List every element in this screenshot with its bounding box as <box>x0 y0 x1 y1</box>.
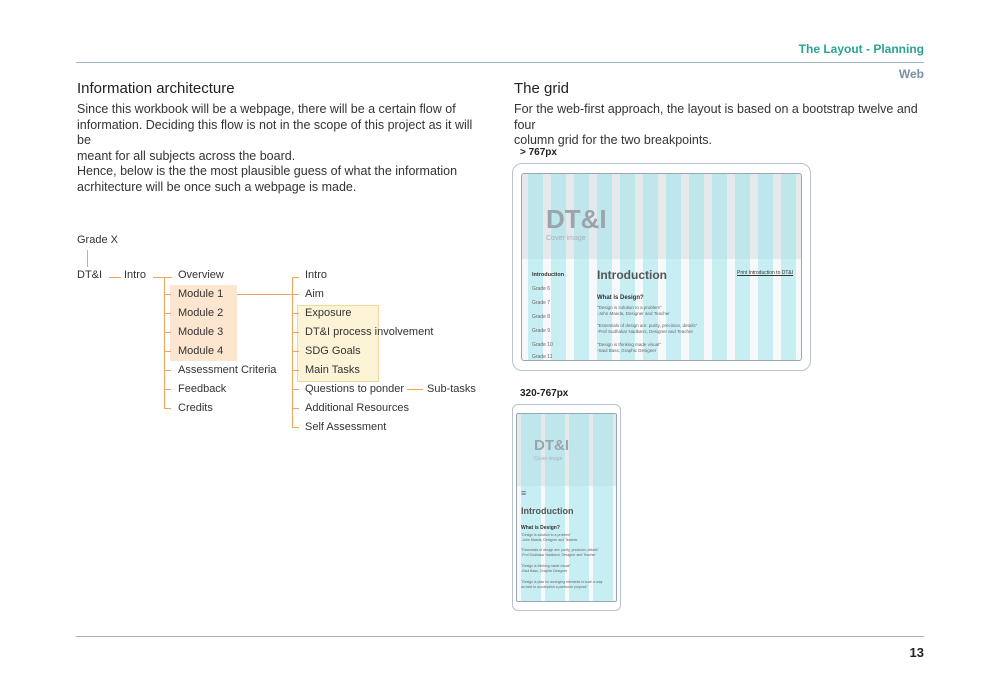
desktop-content-line: -John Maeda, Designer and Teacher <box>597 311 670 316</box>
mobile-page-title: Introduction <box>521 506 574 516</box>
ia-node-l3: Exposure <box>305 307 352 319</box>
ia-node-l2: Feedback <box>178 383 227 395</box>
connector <box>164 370 171 371</box>
grid-para-line: column grid for the two breakpoints. <box>514 133 713 147</box>
desktop-content-line: What is Design? <box>597 295 644 301</box>
connector <box>292 313 299 314</box>
grid-paragraph <box>514 102 924 149</box>
ia-paragraph-1 <box>77 102 477 164</box>
ia-node-l3: Aim <box>305 288 324 300</box>
mobile-content-line: "Design is solution to a problem" <box>521 533 572 537</box>
connector <box>237 294 292 295</box>
desktop-page-title: Introduction <box>597 268 667 282</box>
mobile-content-line: "Design is thinking made visual" <box>521 564 571 568</box>
ia-node-l3: Additional Resources <box>305 402 409 414</box>
desktop-print-link[interactable]: Print Introduction to DT&I <box>737 270 794 276</box>
ia-node-l3: Self Assessment <box>305 421 387 433</box>
ia-root: Grade X <box>77 234 118 246</box>
desktop-nav-item[interactable]: Grade 9 <box>532 328 551 334</box>
connector <box>153 277 172 278</box>
ia-node-l2: Module 2 <box>178 307 224 319</box>
ia-node-l2: Overview <box>178 269 224 281</box>
grid-column <box>735 174 750 360</box>
ia-para1-line: Since this workbook will be a webpage, there will be a certain flow of <box>77 102 456 116</box>
ia-node-intro: Intro <box>124 269 147 281</box>
grid-column <box>593 414 613 601</box>
mobile-content-line: as best to accomplish a particular purpose" <box>521 585 588 589</box>
ia-node-l2: Module 1 <box>178 288 224 300</box>
connector <box>292 294 299 295</box>
desktop-nav-item[interactable]: Grade 11 <box>532 354 553 360</box>
grid-column <box>712 174 727 360</box>
desktop-content-line: -Saul Bass, Graphic Designer <box>597 348 657 353</box>
desktop-screen <box>521 173 802 361</box>
connector <box>292 370 299 371</box>
grid-column <box>574 174 589 360</box>
mobile-content-line: -Prof Sudhakar Nadkarni, Designer and Teacher <box>521 553 596 557</box>
connector <box>292 277 299 278</box>
mobile-screen <box>516 413 617 602</box>
desktop-device-frame <box>512 163 811 371</box>
ia-node-l3: Main Tasks <box>305 364 360 376</box>
header-divider <box>76 62 924 63</box>
ia-node-l3: SDG Goals <box>305 345 361 357</box>
ia-node-dti: DT&I <box>77 269 103 281</box>
ia-node-l2: Credits <box>178 402 213 414</box>
connector <box>164 332 171 333</box>
mobile-content-line: "Design is plan for arranging elements in such a way <box>521 580 603 584</box>
connector <box>292 389 299 390</box>
ia-para1-line: information. Deciding this flow is not in the scope of this project as it will be <box>77 117 473 147</box>
connector <box>164 313 171 314</box>
connector <box>164 389 171 390</box>
ia-node-subtasks: Sub-tasks <box>427 383 476 395</box>
page-number: 13 <box>909 645 924 660</box>
mobile-menu-icon[interactable]: ≡ <box>521 488 527 498</box>
mobile-content-line: -Saul Bass, Graphic Designer <box>521 569 568 573</box>
connector <box>292 408 299 409</box>
grid-column <box>758 174 773 360</box>
desktop-nav-item[interactable]: Grade 10 <box>532 342 553 348</box>
connector <box>164 351 171 352</box>
grid-para-line: For the web-first approach, the layout is based on a bootstrap twelve and four <box>514 102 918 132</box>
connector <box>292 332 299 333</box>
connector <box>164 408 171 409</box>
mobile-content-line: "Essentials of design are: purity, precision, details" <box>521 548 599 552</box>
desktop-brand: DT&I <box>546 204 607 234</box>
desktop-content-line: "Design is solution to a problem" <box>597 305 662 310</box>
ia-node-l2: Assessment Criteria <box>178 364 277 376</box>
desktop-cover-label: Cover image <box>546 235 586 242</box>
connector <box>292 351 299 352</box>
grid-column <box>781 174 796 360</box>
ia-node-l3: DT&I process involvement <box>305 326 434 338</box>
grid-column <box>551 174 566 360</box>
ia-para2-line: acrhitecture will be once such a webpage is made. <box>77 179 357 194</box>
mobile-brand: DT&I <box>534 437 569 454</box>
connector <box>164 294 171 295</box>
footer-divider <box>76 636 924 637</box>
ia-node-l3: Intro <box>305 269 328 281</box>
connector <box>87 250 88 267</box>
section-title: The Layout - Planning <box>798 42 924 56</box>
desktop-nav-item[interactable]: Grade 7 <box>532 300 551 306</box>
ia-paragraph-2 <box>77 164 477 195</box>
ia-node-l3: Questions to ponder <box>305 383 405 395</box>
desktop-content-line: "Design is thinking made visual" <box>597 342 661 347</box>
ia-para2-line: Hence, below is the the most plausible guess of what the information <box>77 164 458 178</box>
desktop-nav-item[interactable]: Grade 6 <box>532 286 551 292</box>
mobile-cover-label: Cover image <box>534 456 563 462</box>
desktop-content-line: -Prof Sudhakar Nadkarni, Designer and Teacher <box>597 329 693 334</box>
mobile-content-line: -John Maeda, Designer and Teacher <box>521 538 578 542</box>
connector <box>109 277 121 278</box>
section-subtitle: Web <box>898 67 924 81</box>
desktop-nav-item[interactable]: Grade 8 <box>532 314 551 320</box>
connector <box>407 389 423 390</box>
desktop-nav-item[interactable]: Introduction <box>532 272 565 278</box>
mobile-breakpoint-label: 320-767px <box>520 388 569 399</box>
desktop-breakpoint-label: > 767px <box>520 147 557 158</box>
connector <box>292 277 293 427</box>
connector <box>292 427 299 428</box>
ia-node-l2: Module 3 <box>178 326 224 338</box>
ia-node-l2: Module 4 <box>178 345 224 357</box>
mobile-content-line: What is Design? <box>521 525 560 531</box>
ia-para1-line: meant for all subjects across the board. <box>77 148 296 163</box>
desktop-content-line: "Essentials of design are: purity, precision, details" <box>597 323 698 328</box>
mobile-device-frame <box>512 404 621 611</box>
ia-heading: Information architecture <box>77 80 235 97</box>
grid-heading: The grid <box>514 80 570 97</box>
